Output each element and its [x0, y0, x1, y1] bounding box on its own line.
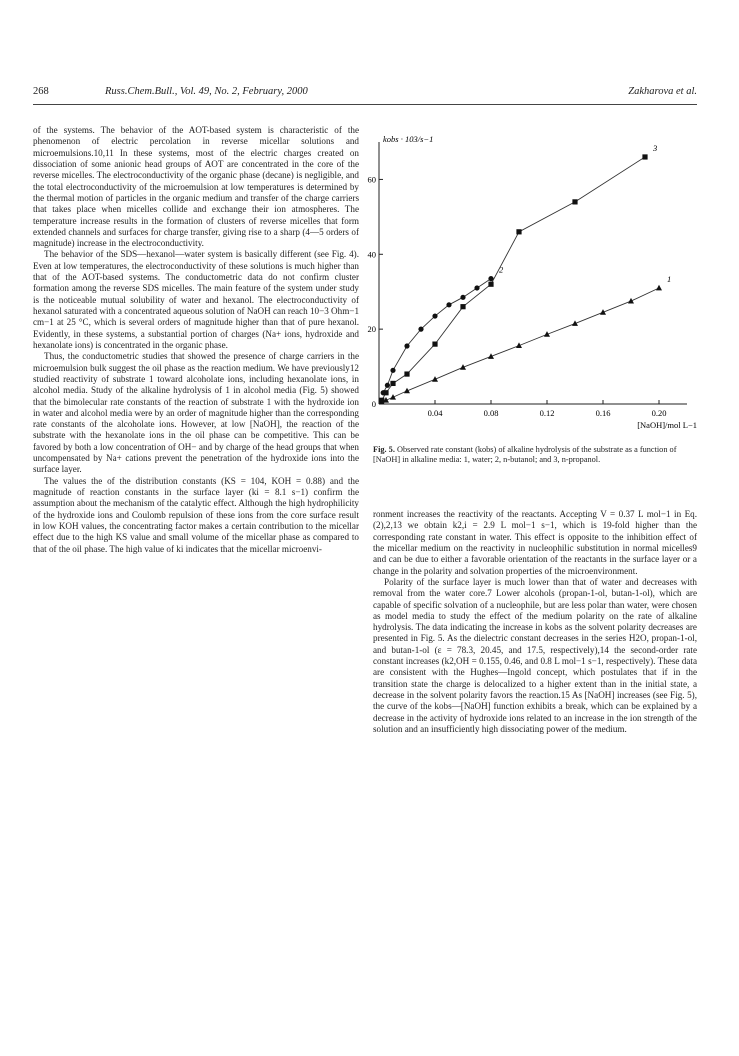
data-point-circle: [474, 285, 479, 290]
series-label: 3: [653, 142, 658, 153]
caption-label: Fig. 5.: [373, 445, 395, 454]
data-point-square: [404, 371, 409, 376]
data-point-square: [488, 282, 493, 287]
data-point-square: [432, 342, 437, 347]
data-point-triangle: [656, 285, 662, 291]
data-point-square: [383, 390, 388, 395]
left-column: [33, 125, 359, 555]
journal-citation: Russ.Chem.Bull., Vol. 49, No. 2, February, 2000: [105, 86, 308, 97]
data-point-circle: [404, 343, 409, 348]
x-tick-label: 0.08: [483, 408, 499, 418]
y-tick-label: 60: [367, 174, 376, 185]
chart-axes: [379, 142, 687, 404]
x-tick-label: 0.16: [595, 408, 611, 418]
data-point-triangle: [432, 376, 438, 382]
authors: Zakharova et al.: [628, 86, 697, 97]
data-point-square: [390, 381, 395, 386]
paragraph: Polarity of the surface layer is much lower than that of water and decreases with removal from the water core.7 Lower alcohols (propan-1-ol, butan-1-ol), which are capable of specific solvation of a nucleophile, but are less polar than water, were chosen as model media to study the effect of the medium polarity on the rate of alkaline hydrolysis. The data indicating the increase in kobs as the solvent polarity decreases are presented in Fig. 5. As the dielectric constant decreases in the series H2O, propan-1-ol, and butan-1-ol (ε = 78.3, 20.45, and 17.5, respectively),14 the second-order rate constant increases (k2,OH = 0.155, 0.46, and 0.8 L mol−1 s−1, respectively). These data are consistent with the Hughes—Ingold concept, which postulates that if in the transition state the charge is delocalized to a higher extent than in the initial state, a decrease in the solvent polarity favors the reaction.15 As [NaOH] increases (see Fig. 5), the curve of the kobs—[NaOH] function exhibits a break, which can be explained by a decrease in the activity of hydroxide ions related to an increase in the ion strength of the solution and an insufficiently high dissociating power of the medium.: [373, 576, 697, 734]
data-point-circle: [418, 327, 423, 332]
data-point-circle: [385, 383, 390, 388]
series-line-2: [383, 279, 491, 393]
y-tick-label: 20: [367, 324, 376, 335]
x-axis-label: [NaOH]/mol L−1: [637, 420, 697, 430]
chart-series: [379, 143, 671, 405]
paragraph: The behavior of the SDS—hexanol—water system is basically different (see Fig. 4). Even at low temperatures, the electroconductivity of these solutions is much higher than that of the AOT-based systems. The conductometric data do not confirm cluster formation among the reverse SDS micelles. The main feature of the system under study is the noticeable mutual solubility of water and hexanol. The electroconductivity of hexanol saturated with a concentrated aqueous solution of NaOH can reach 10−3 Ohm−1 cm−1 at 25 °C, which is several orders of magnitude higher than that of pure hexanol. Evidently, in these systems, a substantial portion of charges (Na+ ions, hydroxide and hexanolate ions) is concentrated in the organic phase.: [33, 249, 360, 350]
right-column: [373, 509, 697, 735]
header-rule: [33, 104, 697, 105]
running-header: [33, 86, 697, 102]
data-point-circle: [432, 313, 437, 318]
caption-text: Observed rate constant (kobs) of alkaline hydrolysis of the substrate as a function of [NaOH] in alkaline media: 1, water; 2, n-butanol; and 3, n-propanol.: [373, 445, 677, 465]
y-tick-label: 40: [367, 249, 376, 260]
x-tick-label: 0.04: [427, 408, 443, 418]
paragraph: ronment increases the reactivity of the reactants. Accepting V = 0.37 L mol−1 in Eq. (2),2,13 we obtain k2,i = 2.9 L mol−1 s−1, which is 19-fold higher than the corresponding rate constant in water. This effect is opposite to the inhibition effect of the micellar medium on the reactivity in nucleophilic substitution in normal micelles9 and can be due to either a favorable orientation of the reactants in the surface layer or a change in the polarity and solvation properties of the microenvironment.: [373, 509, 697, 576]
data-point-square: [572, 199, 577, 204]
series-label: 1: [667, 273, 672, 284]
paragraph: The values the of the distribution constants (KS = 104, KOH = 0.88) and the magnitude of reaction constants in the surface layer (ki = 8.1 s−1) confirm the assumption about the mechanism of the catalytic effect. Although the high hydrophilicity of the hydroxide ions and Coulomb repulsion of these ions from the core surface result in low KOH values, the concentrating factor makes a certain contribution to the micellar effect due to the high KS value and small volume of the micellar phase as compared to that of the oil phase. The high value of ki indicates that the micellar microenvi-: [33, 475, 359, 554]
data-point-square: [516, 229, 521, 234]
page-number: 268: [33, 86, 49, 97]
series-line-3: [382, 157, 645, 400]
series-label: 2: [499, 264, 504, 275]
data-point-square: [379, 398, 384, 403]
data-point-square: [460, 304, 465, 309]
data-point-circle: [390, 368, 395, 373]
data-point-circle: [460, 295, 465, 300]
figure-caption: [373, 445, 693, 466]
y-axis-label: kobs · 103/s−1: [383, 134, 434, 144]
data-point-square: [642, 154, 647, 159]
y-tick-label: 0: [371, 399, 376, 409]
x-tick-label: 0.20: [651, 408, 667, 418]
x-tick-label: 0.12: [539, 408, 555, 418]
chart-ticks: [368, 174, 667, 418]
data-point-circle: [446, 302, 451, 307]
data-point-triangle: [390, 394, 396, 400]
paragraph: Thus, the conductometric studies that showed the presence of charge carriers in the microemulsion bulk suggest the oil phase as the reaction medium. We have previously12 studied reactivity of substrate 1 toward alcoholate ions, including hexanolate ions, in alcohol media. Study of the alkaline hydrolysis of 1 in alcohol media (Fig. 5) showed that the bimolecular rate constants of the reaction of substrate 1 with the hydroxide ion in water and alcohol media were by an order of magnitude higher than the corresponding rate constants of the alcoholate ions. However, at low [NaOH], the reaction of the substrate with the hexanolate ions in the oil phase can be competitive. This can be favored by both a low concentration of OH− and by charge of the head groups that when uncompensated by Na+ cations prevent the penetration of the hydroxide ions into the surface layer.: [33, 351, 359, 475]
figure-5-chart: [365, 130, 700, 435]
data-point-triangle: [628, 298, 634, 304]
paragraph: of the systems. The behavior of the AOT-based system is characteristic of the phenomenon of electric percolation in reverse micellar solutions and microemulsions.10,11 In these systems, most of the electric charges created on dissociation of some anionic head groups of AOT are concentrated in the core of the reverse micelles. The electroconductivity of the organic phase (decane) is negligible, and the total electroconductivity of the microemulsion at low temperatures is determined by the thermal motion of particles in the organic medium and transfer of the charge carriers that takes place when micelles collide and exchange their ion atmospheres. The temperature increase results in the formation of clusters of reverse micelles that form extended channels and surfaces for charge transfer, giving rise to a sharp (4—5 orders of magnitude) increase in the electroconductivity.: [33, 125, 359, 249]
